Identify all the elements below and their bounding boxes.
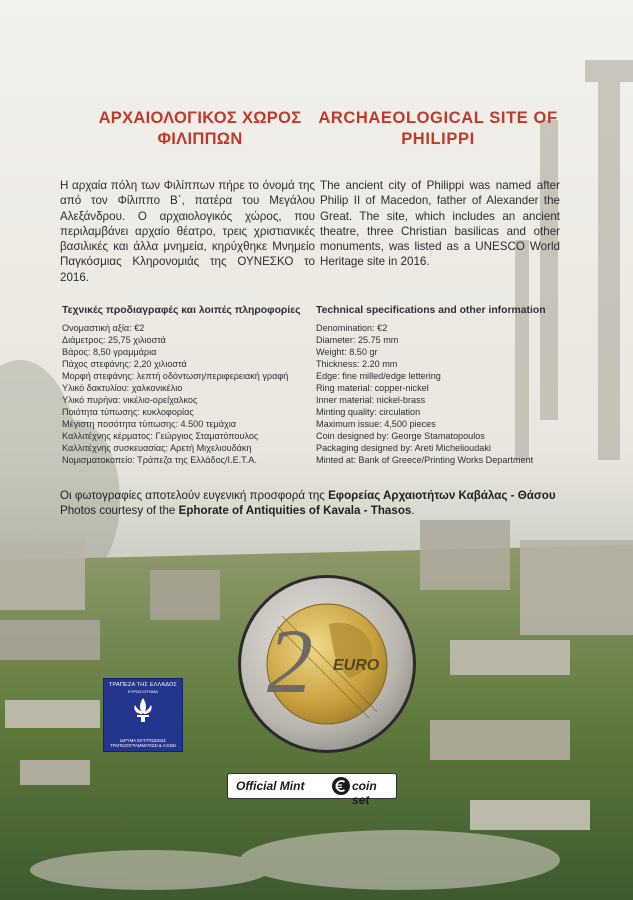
spec-item: Υλικό πυρήνα: νικέλιο-ορείχαλκος: [62, 395, 198, 405]
spec-item: Minted at: Bank of Greece/Printing Works Department: [316, 455, 534, 465]
spec-item: Packaging designed by: Areti Michelioudaki: [316, 443, 491, 453]
photo-credit-greek: Οι φωτογραφίες αποτελούν ευγενική προσφορά της Εφορείας Αρχαιοτήτων Καβάλας - Θάσου: [60, 489, 556, 502]
photo-credit-english: Photos courtesy of the Ephorate of Antiquities of Kavala - Thasos.: [60, 504, 415, 517]
spec-item: Denomination: €2: [316, 323, 388, 333]
specs-list-greek: [62, 322, 312, 466]
spec-item: Ονομαστική αξία: €2: [62, 323, 145, 333]
title-greek: ΑΡΧΑΙΟΛΟΓΙΚΟΣ ΧΩΡΟΣ ΦΙΛΙΠΠΩΝ: [98, 109, 302, 148]
specs-heading-greek: Τεχνικές προδιαγραφές και λοιπές πληροφορίες: [62, 305, 301, 316]
spec-item: Weight: 8.50 gr: [316, 347, 378, 357]
spec-item: Inner material: nickel-brass: [316, 395, 426, 405]
spec-item: Πάχος στεφάνης: 2,20 χιλιοστά: [62, 359, 187, 369]
fleur-emblem-icon: [130, 696, 156, 724]
badge-right-text: coin set: [352, 779, 377, 807]
spec-item: Coin designed by: George Stamatopoulos: [316, 431, 485, 441]
spec-item: Ring material: copper-nickel: [316, 383, 429, 393]
official-mint-badge: [227, 773, 397, 807]
spec-item: Καλλιτέχνης συσκευασίας: Αρετή Μιχελιουδάκη: [62, 443, 252, 453]
bank-of-greece-logo: ΤΡΑΠΕΖΑ ΤΗΣ ΕΛΛΑΔΟΣ ΕΥΡΩΣΥΣΤΗΜΑ ΙΔΡΥΜΑ ΕΚΤΥΠΩΣΕΩΣ ΤΡΑΠΕΖΟΓΡΑΜΜΑΤΙΩΝ & ΑΞΙΩΝ: [103, 678, 183, 752]
spec-item: Υλικό δακτυλίου: χαλκονικέλιο: [62, 383, 183, 393]
spec-item: Minting quality: circulation: [316, 407, 421, 417]
specs-heading-english: Technical specifications and other information: [316, 305, 546, 316]
spec-item: Μορφή στεφάνης: λεπτή οδόντωση/περιφερειακή γραφή: [62, 371, 289, 381]
spec-item: Διάμετρος: 25,75 χιλιοστά: [62, 335, 166, 345]
specs-list-english: [316, 322, 566, 466]
spec-item: Maximum issue: 4,500 pieces: [316, 419, 436, 429]
euro-mint-icon: [331, 776, 351, 796]
spec-item: Edge: fine milled/edge lettering: [316, 371, 441, 381]
coin-currency: EURO: [333, 657, 380, 674]
description-english: The ancient city of Philippi was named after Philip II of Macedon, father of Alexander the Great. The site, which includes an ancient theatre, three Christian basilicas and other monuments, was listed as a UNESCO World Heritage site in 2016.: [320, 179, 560, 269]
spec-item: Thickness: 2.20 mm: [316, 359, 398, 369]
spec-item: Καλλιτέχνης κέρματος: Γεώργιος Σταματόπουλος: [62, 431, 259, 441]
spec-item: Diameter: 25.75 mm: [316, 335, 399, 345]
title-english: ARCHAEOLOGICAL SITE OF PHILIPPI: [318, 109, 558, 148]
spec-item: Νομισματοκοπείο: Τράπεζα της Ελλάδος/Ι.Ε.Τ.Α.: [62, 455, 257, 465]
badge-left-text: Official Mint: [236, 779, 305, 793]
spec-item: Μέγιστη ποσότητα τύπωσης: 4.500 τεμάχια: [62, 419, 237, 429]
description-greek: Η αρχαία πόλη των Φιλίππων πήρε το όνομά της από τον Φίλιππο Β΄, πατέρα του Μεγάλου Αλεξάνδρου. Ο αρχαιολογικός χώρος, που περιλαμβάνει αρχαίο θέατρο, τρεις χριστιανικές βασιλικές και άλλα μνημεία, κηρύχθηκε Μνημείο Παγκόσμιας Κληρονομιάς της ΟΥΝΕΣΚΟ το 2016.: [60, 179, 315, 284]
spec-item: Βάρος: 8,50 γραμμάρια: [62, 347, 157, 357]
euro-coin: [237, 574, 417, 754]
spec-item: Ποιότητα τύπωσης: κυκλοφορίας: [62, 407, 194, 417]
coin-numeral: 2: [267, 610, 313, 712]
